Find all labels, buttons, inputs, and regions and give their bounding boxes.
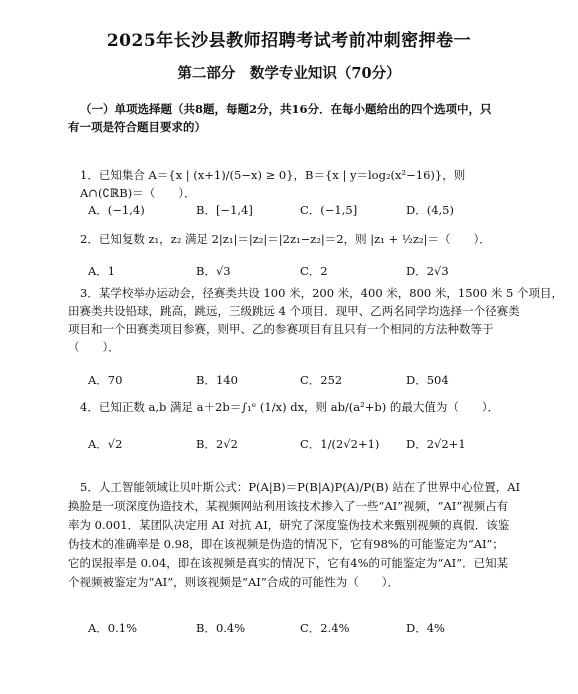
question-4-option-c[interactable]: C．1/(2√2+1) — [300, 437, 380, 451]
question-1-option-b[interactable]: B．[−1,4] — [196, 203, 253, 217]
question-4-option-d[interactable]: D．2√2+1 — [406, 437, 466, 451]
question-3-option-c[interactable]: C．252 — [300, 373, 343, 387]
page-subtitle: 第二部分 数学专业知识（70分） — [177, 65, 401, 82]
page-title: 2025年长沙县教师招聘考试考前冲刺密押卷一 — [106, 31, 472, 51]
question-5-option-b[interactable]: B．0.4% — [196, 621, 246, 635]
question-5-option-c[interactable]: C．2.4% — [300, 621, 350, 635]
question-1-options — [88, 202, 518, 220]
question-5-option-a[interactable]: A．0.1% — [88, 621, 138, 635]
question-1-stem: 1．已知集合 A＝{x | (x+1)/(5−x) ≥ 0}，B＝{x | y＝log₂(x²−16)}，则 A∩(∁ℝB)＝（ ）． — [80, 168, 466, 200]
section-heading — [68, 100, 520, 136]
question-4-stem: 4．已知正数 a,b 满足 a＋2b＝∫₁ᵉ (1/x) dx，则 ab/(a²+b) 的最大值为（ ）． — [80, 400, 500, 414]
question-5-option-d[interactable]: D．4% — [406, 621, 445, 635]
question-2-option-a[interactable]: A．1 — [88, 264, 116, 278]
question-5-options — [88, 620, 518, 638]
question-5-line-4: 伪技术的准确率是 0.98，即在该视频是伪造的情况下，它有98%的可能鉴定为“AI”； — [68, 537, 504, 551]
section-heading-line-1: （一）单项选择题（共8题，每题2分，共16分．在每小题给出的四个选项中，只 — [80, 102, 492, 116]
question-3-line-3: 项目和一个田赛类项目参赛，则甲、乙的参赛项目有且只有一个相同的方法种数等于 — [68, 322, 494, 336]
question-5-stem — [68, 478, 520, 592]
question-3-option-b[interactable]: B．140 — [196, 373, 238, 387]
question-5-line-1: 5．人工智能领域让贝叶斯公式：P(A|B)＝P(B|A)P(A)/P(B) 站在了世界中心位置，AI — [80, 480, 521, 494]
question-3-stem — [68, 284, 563, 356]
section-heading-line-2: 有一项是符合题目要求的） — [68, 120, 206, 134]
question-2-option-d[interactable]: D．2√3 — [406, 264, 449, 278]
question-5-line-3: 率为 0.001．某团队决定用 AI 对抗 AI，研究了深度鉴伪技术来甄别视频的真假．该鉴 — [68, 518, 510, 532]
question-3-line-1: 3．某学校举办运动会，径赛类共设 100 米，200 米，400 米，800 米，1500 米 5 个项目， — [80, 286, 563, 300]
question-5-line-5: 它的误报率是 0.04，即在该视频是真实的情况下，它有4%的可能鉴定为“AI”．已知某 — [68, 556, 509, 570]
question-4-option-b[interactable]: B．2√2 — [196, 437, 238, 451]
question-5-line-2: 换脸是一项深度伪造技术，某视频网站利用该技术掺入了一些“AI”视频，“AI”视频占有 — [68, 499, 509, 513]
question-3-line-4: （ ）． — [68, 340, 120, 354]
question-1-option-c[interactable]: C．(−1,5] — [300, 203, 358, 217]
question-2-stem: 2．已知复数 z₁，z₂ 满足 2|z₁|＝|z₂|＝|2z₁−z₂|＝2，则 |z₁ + ½z₂|＝（ ）． — [80, 232, 491, 246]
question-3-options — [88, 372, 518, 390]
question-4-option-a[interactable]: A．√2 — [88, 437, 123, 451]
question-1-option-a[interactable]: A．(−1,4) — [88, 203, 145, 217]
question-5-line-6: 个视频被鉴定为“AI”，则该视频是“AI”合成的可能性为（ ）． — [68, 575, 399, 589]
question-4-options — [88, 436, 518, 454]
question-3-option-a[interactable]: A．70 — [88, 373, 123, 387]
question-3-line-2: 田赛类共设铅球，跳高，跳远，三级跳远 4 个项目．现甲、乙两名同学均选择一个径赛类 — [68, 304, 520, 318]
question-2-option-b[interactable]: B．√3 — [196, 264, 231, 278]
question-2-option-c[interactable]: C．2 — [300, 264, 328, 278]
question-3-option-d[interactable]: D．504 — [406, 373, 449, 387]
question-1-option-d[interactable]: D．(4,5) — [406, 203, 454, 217]
question-2-options — [88, 263, 518, 281]
